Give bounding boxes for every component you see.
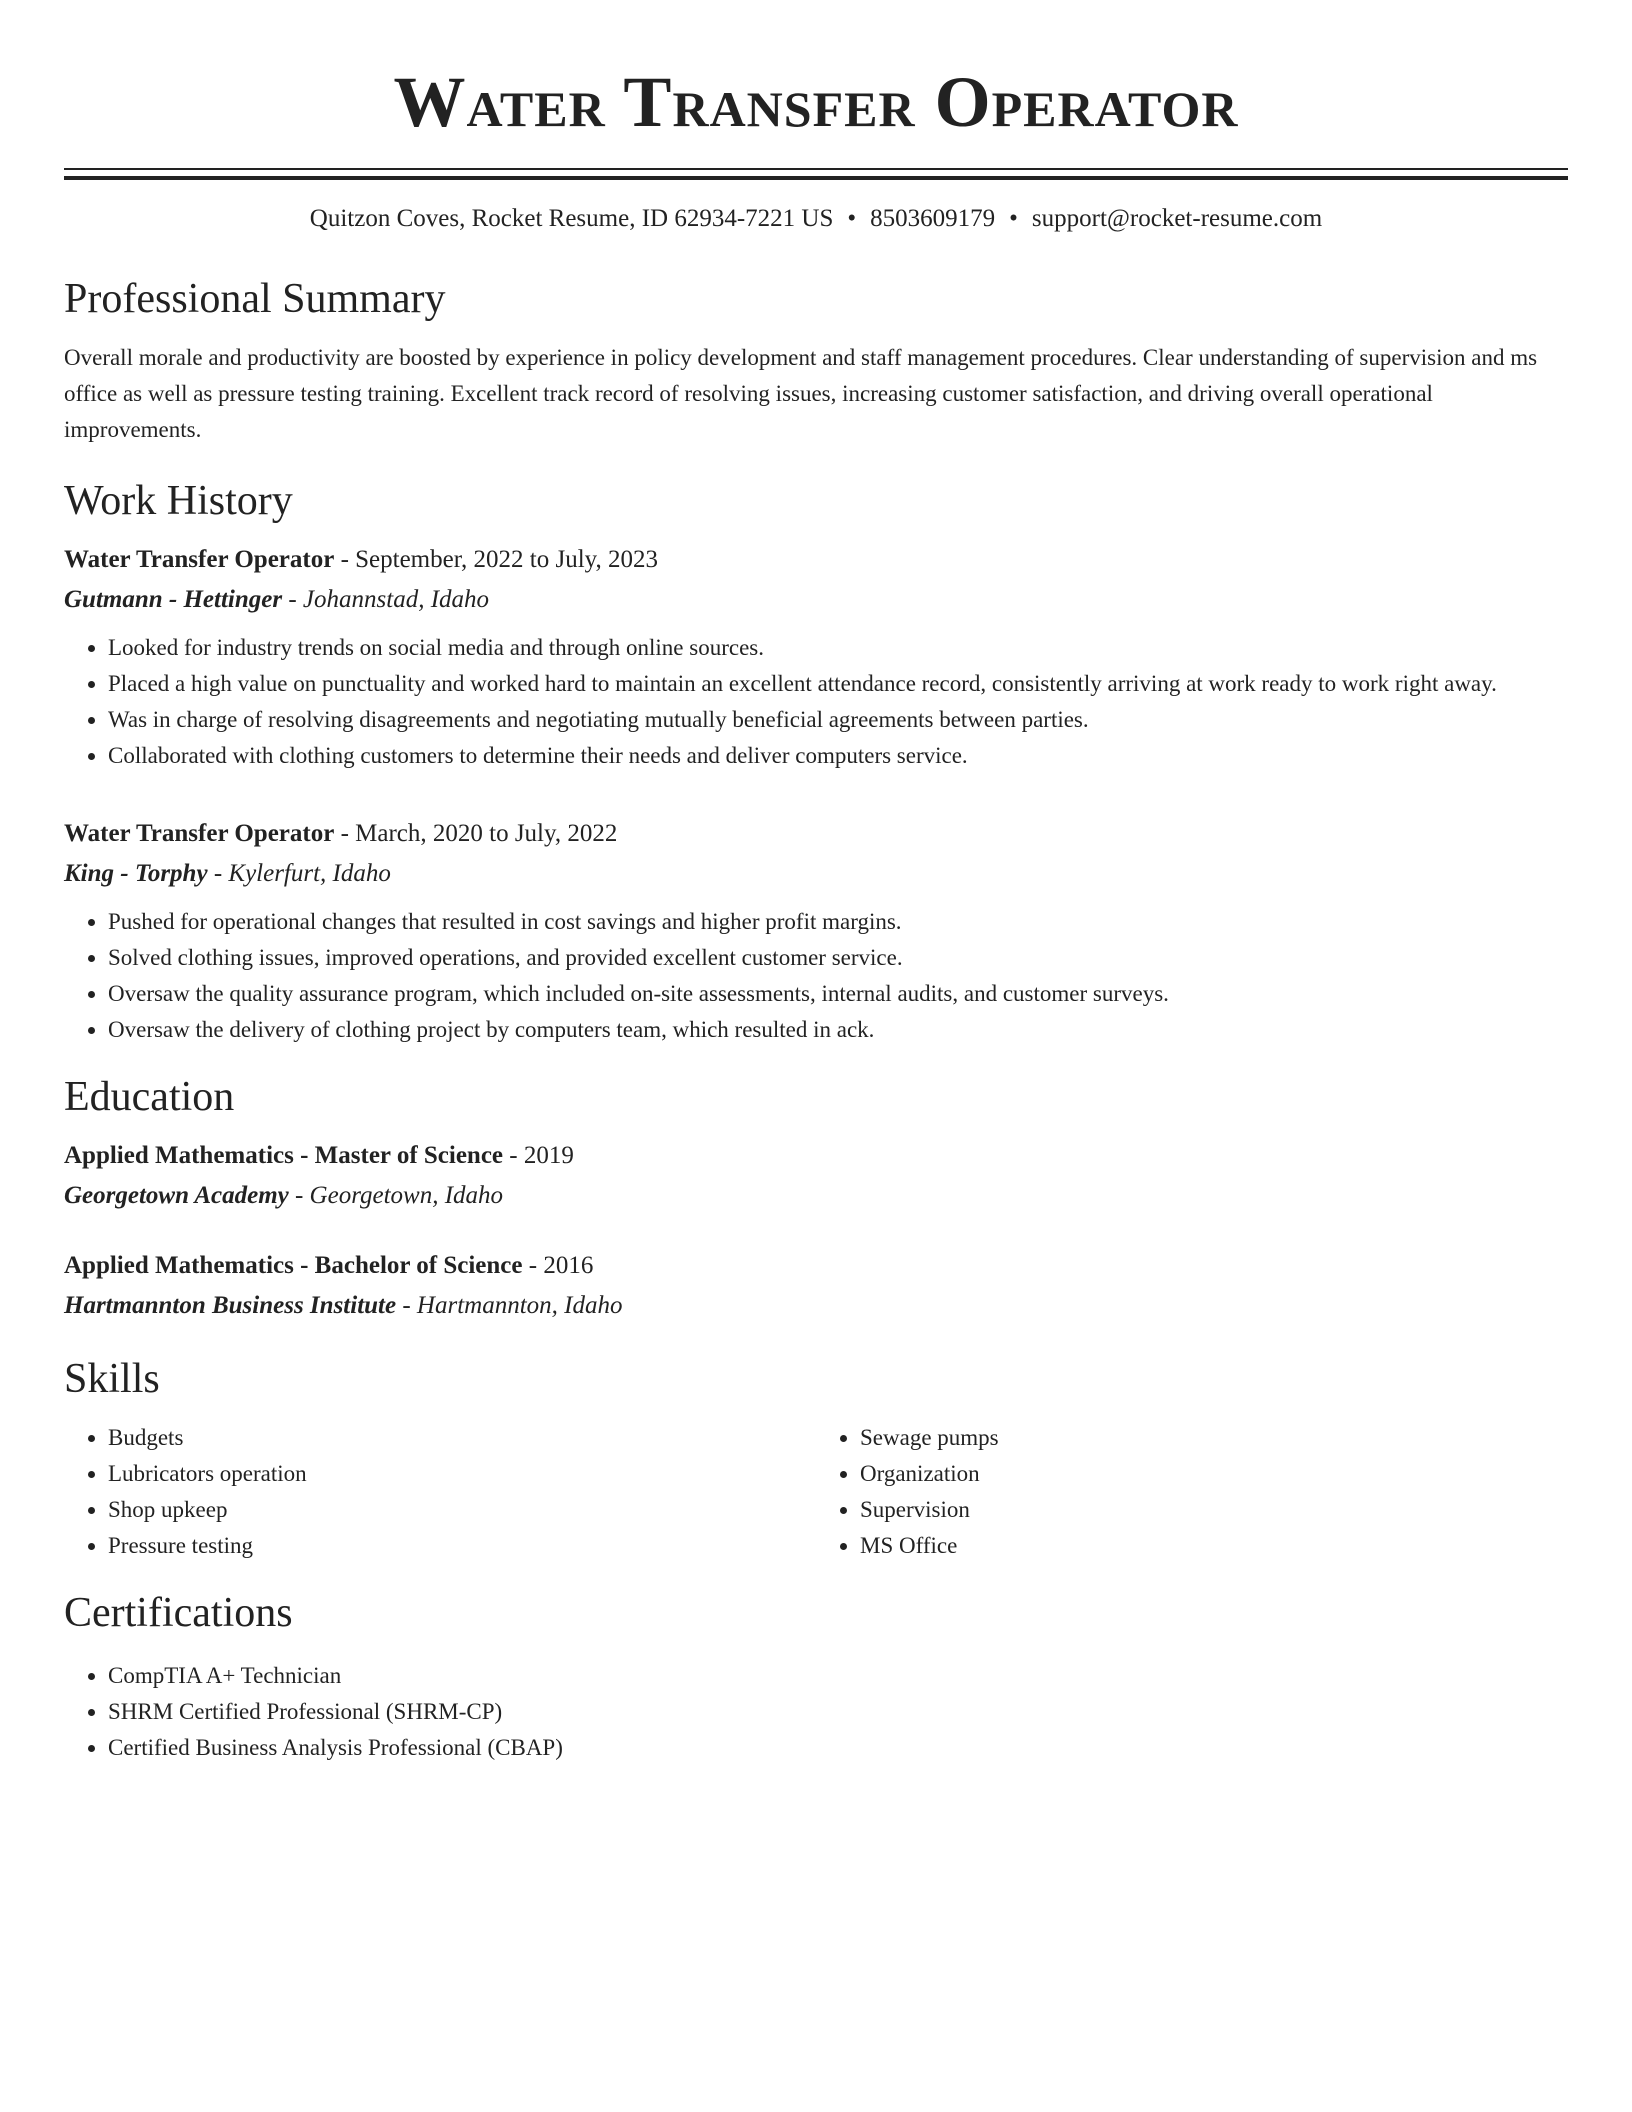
contact-separator: • <box>847 205 857 232</box>
certifications-heading: Certifications <box>64 1590 293 1636</box>
skills-section <box>64 1354 1568 1564</box>
job-company: King - Torphy <box>64 860 208 887</box>
skills-grid <box>64 1420 1568 1564</box>
summary-heading: Professional Summary <box>64 276 446 322</box>
education-school-line <box>64 1286 1568 1326</box>
education-degree: Applied Mathematics - Bachelor of Science <box>64 1252 523 1279</box>
certification-item: • CompTIA A+ Technician <box>108 1658 1568 1694</box>
work-history-section <box>64 476 1568 1048</box>
job-title-line <box>64 540 1568 580</box>
job-location: - Kylerfurt, Idaho <box>207 860 391 887</box>
job-bullet: • Oversaw the quality assurance program, which included on-site assessments, internal audits, and customer surveys. <box>108 976 1568 1012</box>
job-bullet: • Looked for industry trends on social media and through online sources. <box>108 630 1568 666</box>
contact-phone: 8503609179 <box>870 205 996 232</box>
job-title: Water Transfer Operator <box>64 546 335 573</box>
certification-item: • Certified Business Analysis Professional (CBAP) <box>108 1730 1568 1766</box>
skill-item: • MS Office <box>860 1528 1568 1564</box>
job-company: Gutmann - Hettinger <box>64 586 283 613</box>
job-company-line <box>64 854 1568 894</box>
education-school: Hartmannton Business Institute <box>64 1292 397 1319</box>
skill-item: • Lubricators operation <box>108 1456 816 1492</box>
job-bullet: • Solved clothing issues, improved operations, and provided excellent customer service. <box>108 940 1568 976</box>
education-degree: Applied Mathematics - Master of Science <box>64 1142 504 1169</box>
job-dates: - September, 2022 to July, 2023 <box>334 546 659 573</box>
job-company-line <box>64 580 1568 620</box>
job-bullets <box>64 904 1568 1048</box>
job-bullet: • Was in charge of resolving disagreements and negotiating mutually beneficial agreements between parties. <box>108 702 1568 738</box>
job-entry <box>64 540 1568 774</box>
job-title: Water Transfer Operator <box>64 820 335 847</box>
certifications-section <box>64 1588 1568 1766</box>
job-bullet: • Pushed for operational changes that resulted in cost savings and higher profit margins. <box>108 904 1568 940</box>
job-dates: - March, 2020 to July, 2022 <box>334 820 618 847</box>
education-year: - 2019 <box>503 1142 574 1169</box>
skill-item: • Organization <box>860 1456 1568 1492</box>
summary-section <box>64 274 1568 448</box>
summary-text: Overall morale and productivity are boosted by experience in policy development and staff management procedures. Clear understanding of supervision and ms office as well as pressure testing training. Excellent track record of resolving issues, increasing customer satisfaction, and driving overall operational improvements. <box>64 345 1538 442</box>
job-bullets <box>64 630 1568 774</box>
certifications-list <box>64 1658 1568 1766</box>
education-section <box>64 1072 1568 1326</box>
contact-address: Quitzon Coves, Rocket Resume, ID 62934-7221 US <box>309 205 834 232</box>
job-location: - Johannstad, Idaho <box>282 586 490 613</box>
education-heading: Education <box>64 1074 235 1120</box>
education-location: - Hartmannton, Idaho <box>396 1292 623 1319</box>
education-school: Georgetown Academy <box>64 1182 289 1209</box>
job-bullet: • Collaborated with clothing customers to determine their needs and deliver computers service. <box>108 738 1568 774</box>
skill-item: • Pressure testing <box>108 1528 816 1564</box>
education-degree-line <box>64 1246 1568 1286</box>
job-bullet: • Oversaw the delivery of clothing project by computers team, which resulted in ack. <box>108 1012 1568 1048</box>
skill-item: • Budgets <box>108 1420 816 1456</box>
job-title-line <box>64 814 1568 854</box>
skill-item: • Sewage pumps <box>860 1420 1568 1456</box>
contact-separator: • <box>1009 205 1018 232</box>
certification-item: • SHRM Certified Professional (SHRM-CP) <box>108 1694 1568 1730</box>
education-location: - Georgetown, Idaho <box>288 1182 504 1209</box>
skill-item: • Shop upkeep <box>108 1492 816 1528</box>
education-entry <box>64 1246 1568 1326</box>
job-bullet: • Placed a high value on punctuality and worked hard to maintain an excellent attendance record, consistently arriving at work ready to work right away. <box>108 666 1568 702</box>
skills-column-left <box>64 1420 816 1564</box>
work-history-heading: Work History <box>64 478 293 524</box>
job-entry <box>64 814 1568 1048</box>
education-year: - 2016 <box>522 1252 594 1279</box>
skills-column-right <box>816 1420 1568 1564</box>
education-entry <box>64 1136 1568 1216</box>
education-school-line <box>64 1176 1568 1216</box>
skill-item: • Supervision <box>860 1492 1568 1528</box>
contact-email: support@rocket-resume.com <box>1031 205 1323 232</box>
candidate-name: Water Transfer Operator <box>393 62 1239 142</box>
education-degree-line <box>64 1136 1568 1176</box>
contact-line <box>64 204 1568 234</box>
skills-heading: Skills <box>64 1356 160 1402</box>
